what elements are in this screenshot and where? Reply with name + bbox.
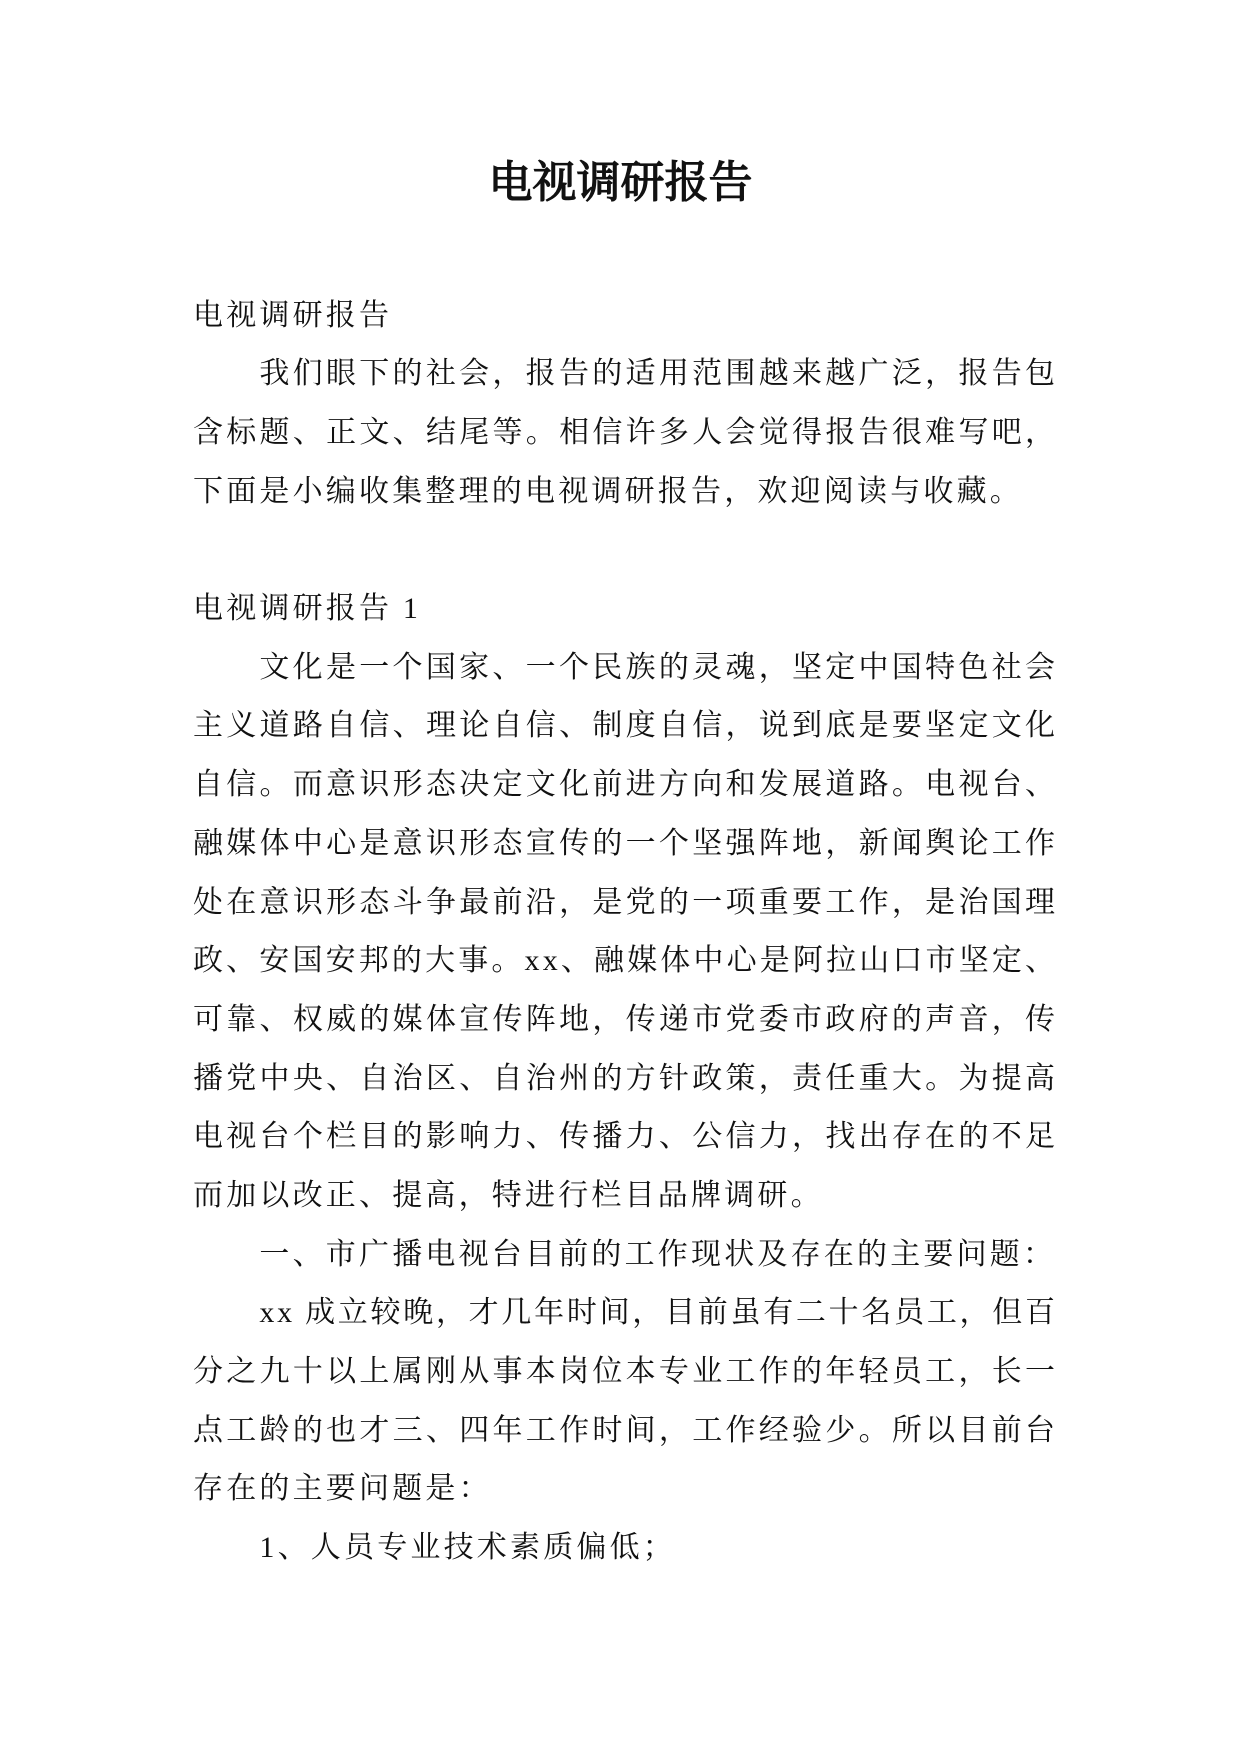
paragraph-line bbox=[193, 1226, 1055, 1285]
paragraph-line bbox=[193, 697, 1059, 756]
section-heading-text: 电视调研报告 1 bbox=[193, 592, 422, 626]
paragraph-line bbox=[193, 1519, 1055, 1578]
paragraph-line bbox=[193, 1343, 1059, 1402]
report-paragraph-2 bbox=[193, 1226, 1055, 1285]
report-paragraph-1 bbox=[193, 639, 1059, 1226]
paragraph-line bbox=[193, 1402, 1059, 1461]
text-line: 可靠、权威的媒体宣传阵地，传递市党委市政府的声音，传 bbox=[193, 1002, 1059, 1036]
paragraph-line bbox=[193, 932, 1059, 991]
section-heading bbox=[193, 580, 1055, 639]
intro-paragraph bbox=[193, 345, 1059, 521]
intro-heading-text: 电视调研报告 bbox=[193, 298, 393, 332]
report-paragraph-3 bbox=[193, 1284, 1059, 1519]
paragraph-line bbox=[193, 639, 1059, 698]
paragraph-line bbox=[193, 463, 1055, 522]
text-line: 存在的主要问题是： bbox=[193, 1472, 492, 1506]
text-line: 分之九十以上属刚从事本岗位本专业工作的年轻员工，长一 bbox=[193, 1355, 1059, 1389]
text-line: 自信。而意识形态决定文化前进方向和发展道路。电视台、 bbox=[193, 768, 1059, 802]
text-line: 电视台个栏目的影响力、传播力、公信力，找出存在的不足 bbox=[193, 1120, 1059, 1154]
document-body bbox=[193, 287, 1059, 1578]
text-line: 处在意识形态斗争最前沿，是党的一项重要工作，是治国理 bbox=[193, 885, 1059, 919]
text-line: 1、人员专业技术素质偏低； bbox=[259, 1531, 676, 1565]
text-line: 融媒体中心是意识形态宣传的一个坚强阵地，新闻舆论工作 bbox=[193, 826, 1059, 860]
paragraph-line bbox=[193, 756, 1059, 815]
text-line: 政、安国安邦的大事。xx、融媒体中心是阿拉山口市坚定、 bbox=[193, 944, 1059, 978]
document-title: 电视调研报告 bbox=[488, 158, 753, 207]
intro-heading bbox=[193, 287, 1055, 346]
paragraph-line bbox=[193, 404, 1059, 463]
text-line: 点工龄的也才三、四年工作时间，工作经验少。所以目前台 bbox=[193, 1413, 1059, 1447]
text-line: xx 成立较晚，才几年时间，目前虽有二十名员工，但百 bbox=[259, 1296, 1058, 1330]
text-line: 主义道路自信、理论自信、制度自信，说到底是要坚定文化 bbox=[193, 709, 1059, 743]
paragraph-line bbox=[193, 1108, 1059, 1167]
paragraph-line bbox=[193, 1167, 1055, 1226]
paragraph-line bbox=[193, 345, 1059, 404]
text-line: 含标题、正文、结尾等。相信许多人会觉得报告很难写吧， bbox=[193, 416, 1059, 450]
text-line: 下面是小编收集整理的电视调研报告，欢迎阅读与收藏。 bbox=[193, 474, 1023, 508]
text-line: 文化是一个国家、一个民族的灵魂，坚定中国特色社会 bbox=[259, 650, 1059, 684]
paragraph-line bbox=[193, 991, 1059, 1050]
text-line: 我们眼下的社会，报告的适用范围越来越广泛，报告包 bbox=[259, 357, 1059, 391]
report-paragraph-4 bbox=[193, 1519, 1055, 1578]
text-line: 播党中央、自治区、自治州的方针政策，责任重大。为提高 bbox=[193, 1061, 1059, 1095]
paragraph-line bbox=[193, 1284, 1058, 1343]
paragraph-line bbox=[193, 1050, 1059, 1109]
paragraph-line bbox=[193, 815, 1059, 874]
text-line: 而加以改正、提高，特进行栏目品牌调研。 bbox=[193, 1178, 824, 1212]
paragraph-line bbox=[193, 874, 1059, 933]
paragraph-line bbox=[193, 1460, 1055, 1519]
text-line: 一、市广播电视台目前的工作现状及存在的主要问题： bbox=[259, 1237, 1057, 1271]
